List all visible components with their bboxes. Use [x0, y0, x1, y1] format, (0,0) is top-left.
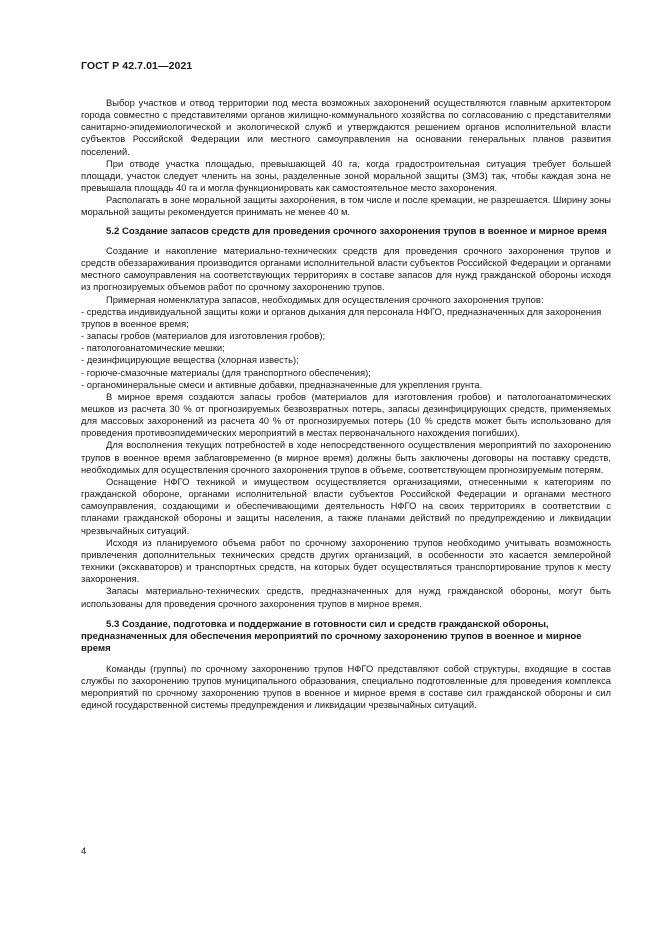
- section-heading-5-3: 5.3 Создание, подготовка и поддержание в готовности сил и средств гражданской обороны, предназначенных для обеспечения мероприятий по срочному захоронению трупов в военное и мирное время: [81, 618, 582, 655]
- paragraph: Исходя из планируемого объема работ по срочному захоронению трупов необходимо учитывать возможность привлечения дополнительных технических средств других организаций, в особенности это касается землеройной техники (экскаваторов) и транспортных средств, на которых будет осуществляться транспортирование трупов к месту захоронения.: [81, 536, 611, 585]
- paragraph: Располагать в зоне моральной защиты захоронения, в том числе и после кремации, не разрешается. Ширину зоны моральной защиты рекомендуется принимать не менее 40 м.: [81, 194, 611, 218]
- paragraph: Примерная номенклатура запасов, необходимых для осуществления срочного захоронения трупов:: [106, 293, 544, 305]
- list-item: - органоминеральные смеси и активные добавки, предназначенные для укрепления грунта.: [81, 378, 483, 390]
- paragraph: Запасы материально-технических средств, предназначенных для нужд гражданской обороны, могут быть использованы для проведения срочного захоронения трупов в мирное время.: [81, 585, 611, 609]
- section-heading-5-2: 5.2 Создание запасов средств для проведения срочного захоронения трупов в военное и мирное время: [106, 225, 607, 237]
- paragraph: Выбор участков и отвод территории под места возможных захоронений осуществляются главным архитектором города совместно с представителями органов жилищно-коммунального хозяйства по согласованию с представителями санитарно-эпидемиологической и экологической служб и утверждаются решением органов исполнительной власти субъектов Российской Федерации или местного самоуправления на основании генеральных планов развития поселений.: [81, 97, 611, 157]
- list-item: - горюче-смазочные материалы (для транспортного обеспечения);: [81, 366, 371, 378]
- paragraph: Команды (группы) по срочному захоронению трупов НФГО представляют собой структуры, входящие в состав службы по захоронению трупов муниципального образования, специально подготовленные для проведения комплекса мероприятий по срочному захоронению трупов в военное и мирное время в составе сил гражданской обороны и сил единой государственной системы предупреждения и ликвидации чрезвычайных ситуаций.: [81, 662, 611, 711]
- paragraph: В мирное время создаются запасы гробов (материалов для изготовления гробов) и патологоанатомических мешков из расчета 30 % от прогнозируемых безвозвратных потерь, запасы дезинфицирующих средств, применяемых для массовых захоронений из расчета 40 % от прогнозируемых потерь (10 % средств может быть использовано для проведения противоэпидемических мероприятий в местах первоначального нахождения погибших).: [81, 390, 611, 439]
- list-item: - дезинфицирующие вещества (хлорная известь);: [81, 354, 299, 366]
- page-body: [81, 97, 611, 712]
- list-item: - патологоанатомические мешки;: [81, 342, 225, 354]
- page-number: 4: [81, 846, 87, 857]
- paragraph: Оснащение НФГО техникой и имуществом осуществляется организациями, отнесенными к категориям по гражданской обороне, органами исполнительной власти субъектов Российской Федерации и органами местного самоуправления, создающими и обеспечивающими деятельность НФГО на своих территориях в соответствии с планами гражданской обороны и защиты населения, а также планами действий по предупреждению и ликвидации чрезвычайных ситуаций.: [81, 475, 611, 536]
- standard-header: ГОСТ Р 42.7.01—2021: [81, 60, 193, 72]
- list-item: - средства индивидуальной защиты кожи и органов дыхания для персонала НФГО, предназначенных для захоронения трупов в военное время;: [81, 305, 602, 329]
- paragraph: Создание и накопление материально-технических средств для проведения срочного захоронения трупов и средств обеззараживания производится органами исполнительной власти субъектов Российской Федерации и органами местного самоуправления на соответствующих территориях в составе запасов для нужд гражданской обороны исходя из прогнозируемых объемов работ по срочному захоронению трупов.: [81, 244, 611, 293]
- paragraph: Для восполнения текущих потребностей в ходе непосредственного осуществления мероприятий по захоронению трупов в военное время заблаговременно (в мирное время) должны быть заключены договоры на поставку средств, необходимых для осуществления срочного захоронения трупов в объеме, соответствующем прогнозируемым потерям.: [81, 439, 611, 475]
- paragraph: При отводе участка площадью, превышающей 40 га, когда градостроительная ситуация требует большей площади, участок следует членить на зоны, разделенные зоной моральной защиты (ЗМЗ) так, чтобы каждая зона не превышала площадь 40 га и могла функционировать как самостоятельное место захоронения.: [81, 157, 611, 194]
- list-item: - запасы гробов (материалов для изготовления гробов);: [81, 330, 326, 342]
